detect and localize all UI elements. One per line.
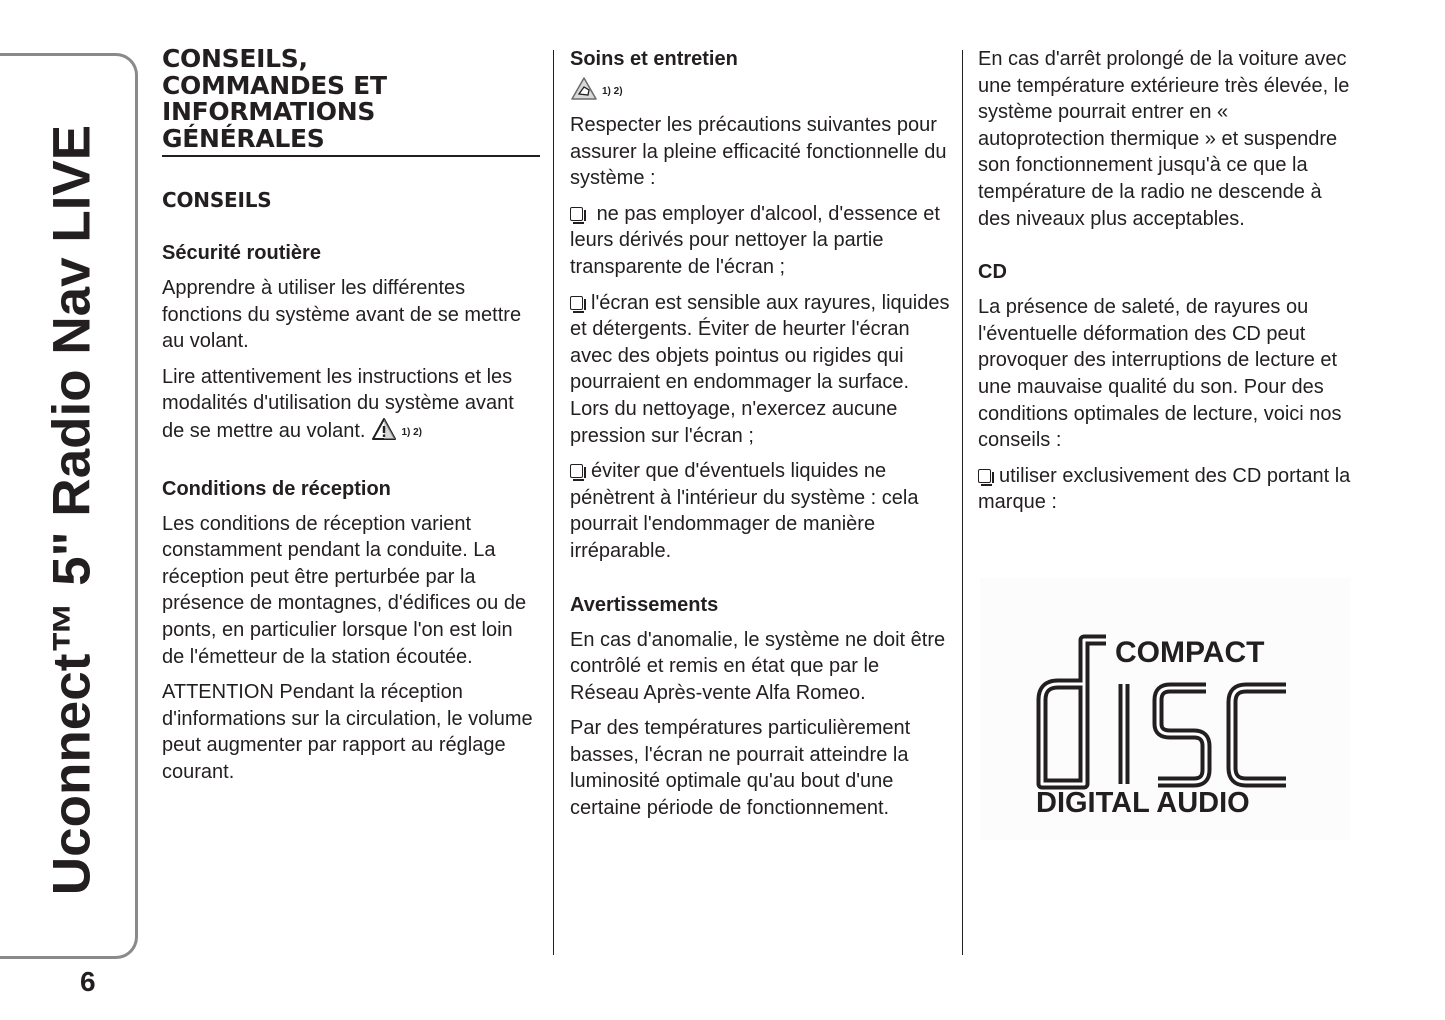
paragraph: En cas d'anomalie, le système ne doit être contrôlé et remis en état que par le Réseau Après-vente Alfa Romeo.: [570, 628, 946, 704]
paragraph: Par des températures particulièrement basses, l'écran ne pourrait atteindre la luminosité optimale qu'au bout d'une certaine période de fonctionnement.: [570, 717, 911, 820]
paragraph: La présence de saleté, de rayures ou l'éventuelle déformation des CD peut provoquer des interruptions de lecture et une mauvaise qualité du son. Pour des conditions optimales de lecture, voici nos conseils :: [978, 296, 1342, 452]
column-divider: [962, 50, 963, 955]
compact-disc-logo: [980, 578, 1350, 840]
heading-care: Soins et entretien: [570, 48, 738, 70]
paragraph: Les conditions de réception varient constamment pendant la conduite. La réception peut être perturbée par la présence de montagnes, d'édifices ou de ponts, en particulier lorsque l'on est loin de l'émetteur de la station écoutée.: [162, 512, 527, 668]
footnote-refs: 1) 2): [401, 426, 423, 438]
list-item: utiliser exclusivement des CD portant la marque :: [978, 464, 1351, 514]
checkbox-bullet-icon: [570, 464, 583, 478]
checkbox-bullet-icon: [978, 469, 991, 483]
heading-cd: CD: [978, 261, 1007, 284]
logo-text-top: COMPACT: [1115, 636, 1265, 669]
care-reference: [570, 76, 950, 106]
heading-road-safety: Sécurité routière: [162, 242, 321, 264]
column-1: [162, 46, 540, 786]
list-item: éviter que d'éventuels liquides ne pénètrent à l'intérieur du système : cela pourrait l'endommager de manière irréparable.: [570, 460, 919, 562]
list-item: l'écran est sensible aux rayures, liquides et détergents. Éviter de heurter l'écran avec des objets pointus ou rigides qui pourraient en endommager la surface. Lors du nettoyage, n'exercez aucune pression sur l'écran ;: [570, 291, 950, 447]
paragraph: En cas d'arrêt prolongé de la voiture avec une température extérieure très élevée, le système pourrait entrer en « autoprotection thermique » et suspendre son fonctionnement jusqu'à ce que la température de la radio ne descende à des niveaux plus acceptables.: [978, 48, 1350, 230]
column-divider: [553, 50, 554, 955]
heading-reception: Conditions de réception: [162, 477, 391, 500]
heading-warnings: Avertissements: [570, 593, 719, 616]
chapter-title: Uconnect™ 5" Radio Nav LIVE: [42, 124, 102, 896]
logo-text-bottom: DIGITAL AUDIO: [1036, 787, 1250, 819]
checkbox-bullet-icon: [570, 207, 583, 221]
column-3: [978, 46, 1358, 516]
paragraph: Lire attentivement les instructions et les modalités d'utilisation du système avant de se mettre au volant. 1) 2): [162, 364, 540, 449]
warning-icon: [371, 417, 397, 449]
paragraph: Apprendre à utiliser les différentes fonctions du système avant de se mettre au volant.: [162, 277, 522, 353]
checkbox-bullet-icon: [570, 296, 583, 310]
list-item: ne pas employer d'alcool, d'essence et leurs dérivés pour nettoyer la partie transparente de l'écran ;: [570, 202, 940, 278]
page-title: CONSEILS, COMMANDES ET INFORMATIONS GÉNÉRALES: [162, 46, 540, 157]
paragraph: Respecter les précautions suivantes pour assurer la pleine efficacité fonctionnelle du système :: [570, 114, 947, 190]
section-title: CONSEILS: [162, 188, 272, 212]
footnote-refs: 1) 2): [602, 85, 623, 97]
page-number: 6: [80, 966, 96, 997]
paragraph: ATTENTION Pendant la réception d'informations sur la circulation, le volume peut augmenter par rapport au réglage courant.: [162, 681, 533, 783]
column-2: [570, 46, 950, 822]
hand-warning-icon: [570, 76, 598, 107]
